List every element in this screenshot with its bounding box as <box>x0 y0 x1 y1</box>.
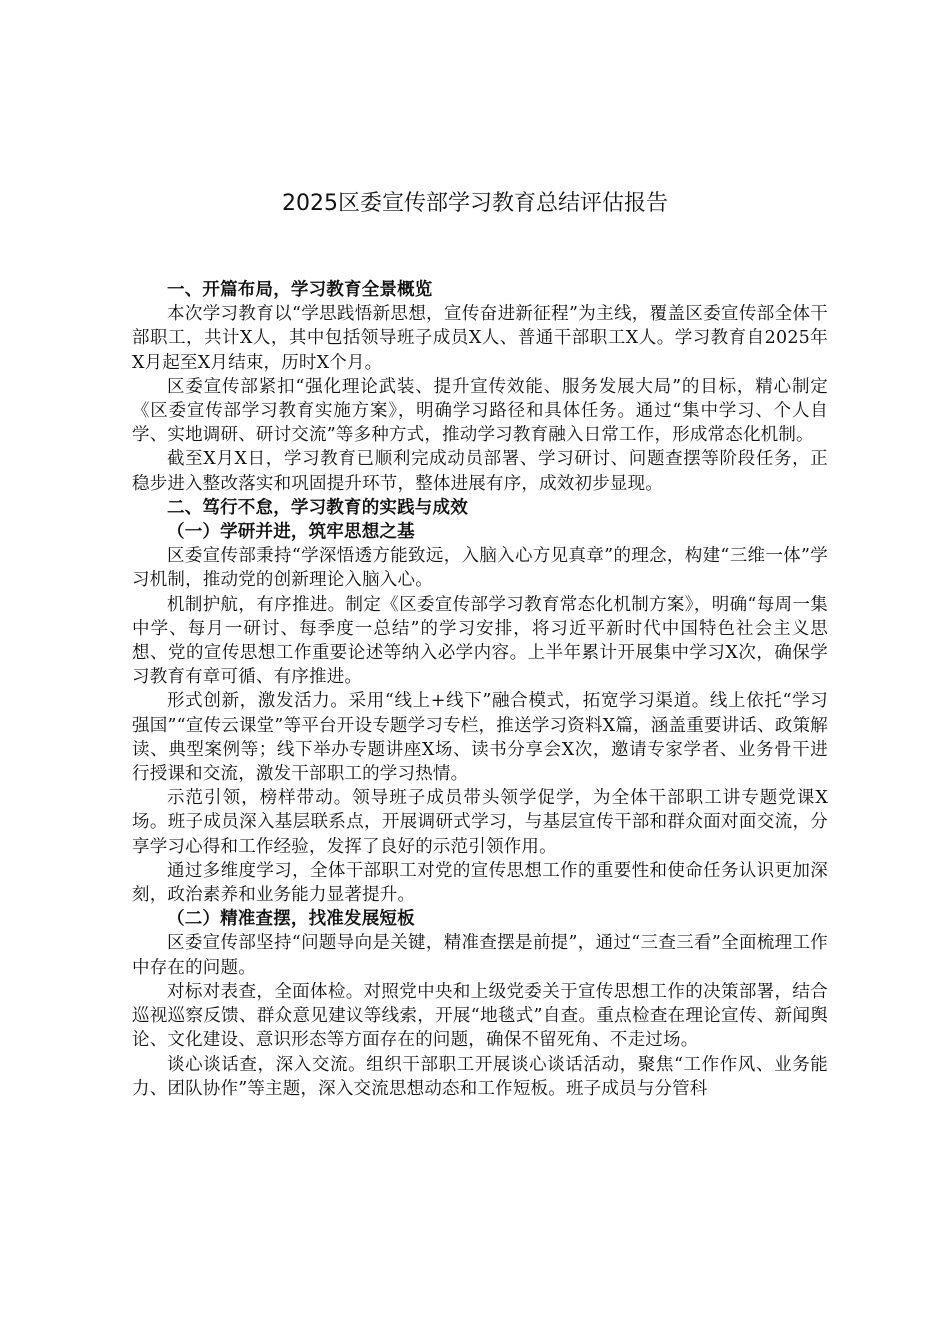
paragraph: 谈心谈话查，深入交流。组织干部职工开展谈心谈话活动，聚焦“工作作风、业务能力、团队协作”等主题，深入交流思想动态和工作短板。班子成员与分管科 <box>132 1054 828 1099</box>
paragraph: 截至X月X日，学习教育已顺利完成动员部署、学习研讨、问题查摆等阶段任务，正稳步进入整改落实和巩固提升环节，整体进展有序，成效初步显现。 <box>132 449 828 494</box>
paragraph: 机制护航，有序推进。制定《区委宣传部学习教育常态化机制方案》，明确“每周一集中学、每月一研讨、每季度一总结”的学习安排，将习近平新时代中国特色社会主义思想、党的宣传思想工作重要论述等纳入必学内容。上半年累计开展集中学习X次，确保学习教育有章可循、有序推进。 <box>132 594 828 688</box>
paragraph: 通过多维度学习，全体干部职工对党的宣传思想工作的重要性和使命任务认识更加深刻，政治素养和业务能力显著提升。 <box>132 860 828 906</box>
paragraph: 区委宣传部紧扣“强化理论武装、提升宣传效能、服务发展大局”的目标，精心制定《区委宣传部学习教育实施方案》，明确学习路径和具体任务。通过“集中学习、个人自学、实地调研、研讨交流”等多种方式，推动学习教育融入日常工作，形成常态化机制。 <box>132 376 828 446</box>
paragraph: 区委宣传部坚持“问题导向是关键，精准查摆是前提”，通过“三查三看”全面梳理工作中存在的问题。 <box>132 933 828 978</box>
paragraph: 对标对表查，全面体检。对照党中央和上级党委关于宣传思想工作的决策部署，结合巡视巡察反馈、群众意见建议等线索，开展“地毯式”自查。重点检查在理论宣传、新闻舆论、文化建设、意识形态等方面存在的问题，确保不留死角、不走过场。 <box>132 981 828 1051</box>
section-heading: 二、笃行不怠，学习教育的实践与成效 <box>167 497 468 518</box>
document-title: 2025区委宣传部学习教育总结评估报告 <box>282 191 668 216</box>
paragraph: 形式创新，激发活力。采用“线上+线下”融合模式，拓宽学习渠道。线上依托“学习强国”“宣传云课堂”等平台开设专题学习专栏，推送学习资料X篇，涵盖重要讲话、政策解读、典型案例等；线下举办专题讲座X场、读书分享会X次，邀请专家学者、业务骨干进行授课和交流，激发干部职工的学习热情。 <box>132 691 828 785</box>
document-body <box>132 278 828 1101</box>
subsection-heading: （二）精准查摆，找准发展短板 <box>167 909 415 930</box>
subsection-heading: （一）学研并进，筑牢思想之基 <box>167 522 415 543</box>
paragraph: 本次学习教育以“学思践悟新思想，宣传奋进新征程”为主线，覆盖区委宣传部全体干部职工，共计X人，其中包括领导班子成员X人、普通干部职工X人。学习教育自2025年X月起至X月结束，历时X个月。 <box>132 304 828 373</box>
section-heading: 一、开篇布局，学习教育全景概览 <box>167 280 433 300</box>
paragraph: 区委宣传部秉持“学深悟透方能致远，入脑入心方见真章”的理念，构建“三维一体”学习机制，推动党的创新理论入脑入心。 <box>132 546 828 591</box>
paragraph: 示范引领，榜样带动。领导班子成员带头领学促学，为全体干部职工讲专题党课X场。班子成员深入基层联系点，开展调研式学习，与基层宣传干部和群众面对面交流，分享学习心得和工作经验，发挥了良好的示范引领作用。 <box>132 788 828 857</box>
